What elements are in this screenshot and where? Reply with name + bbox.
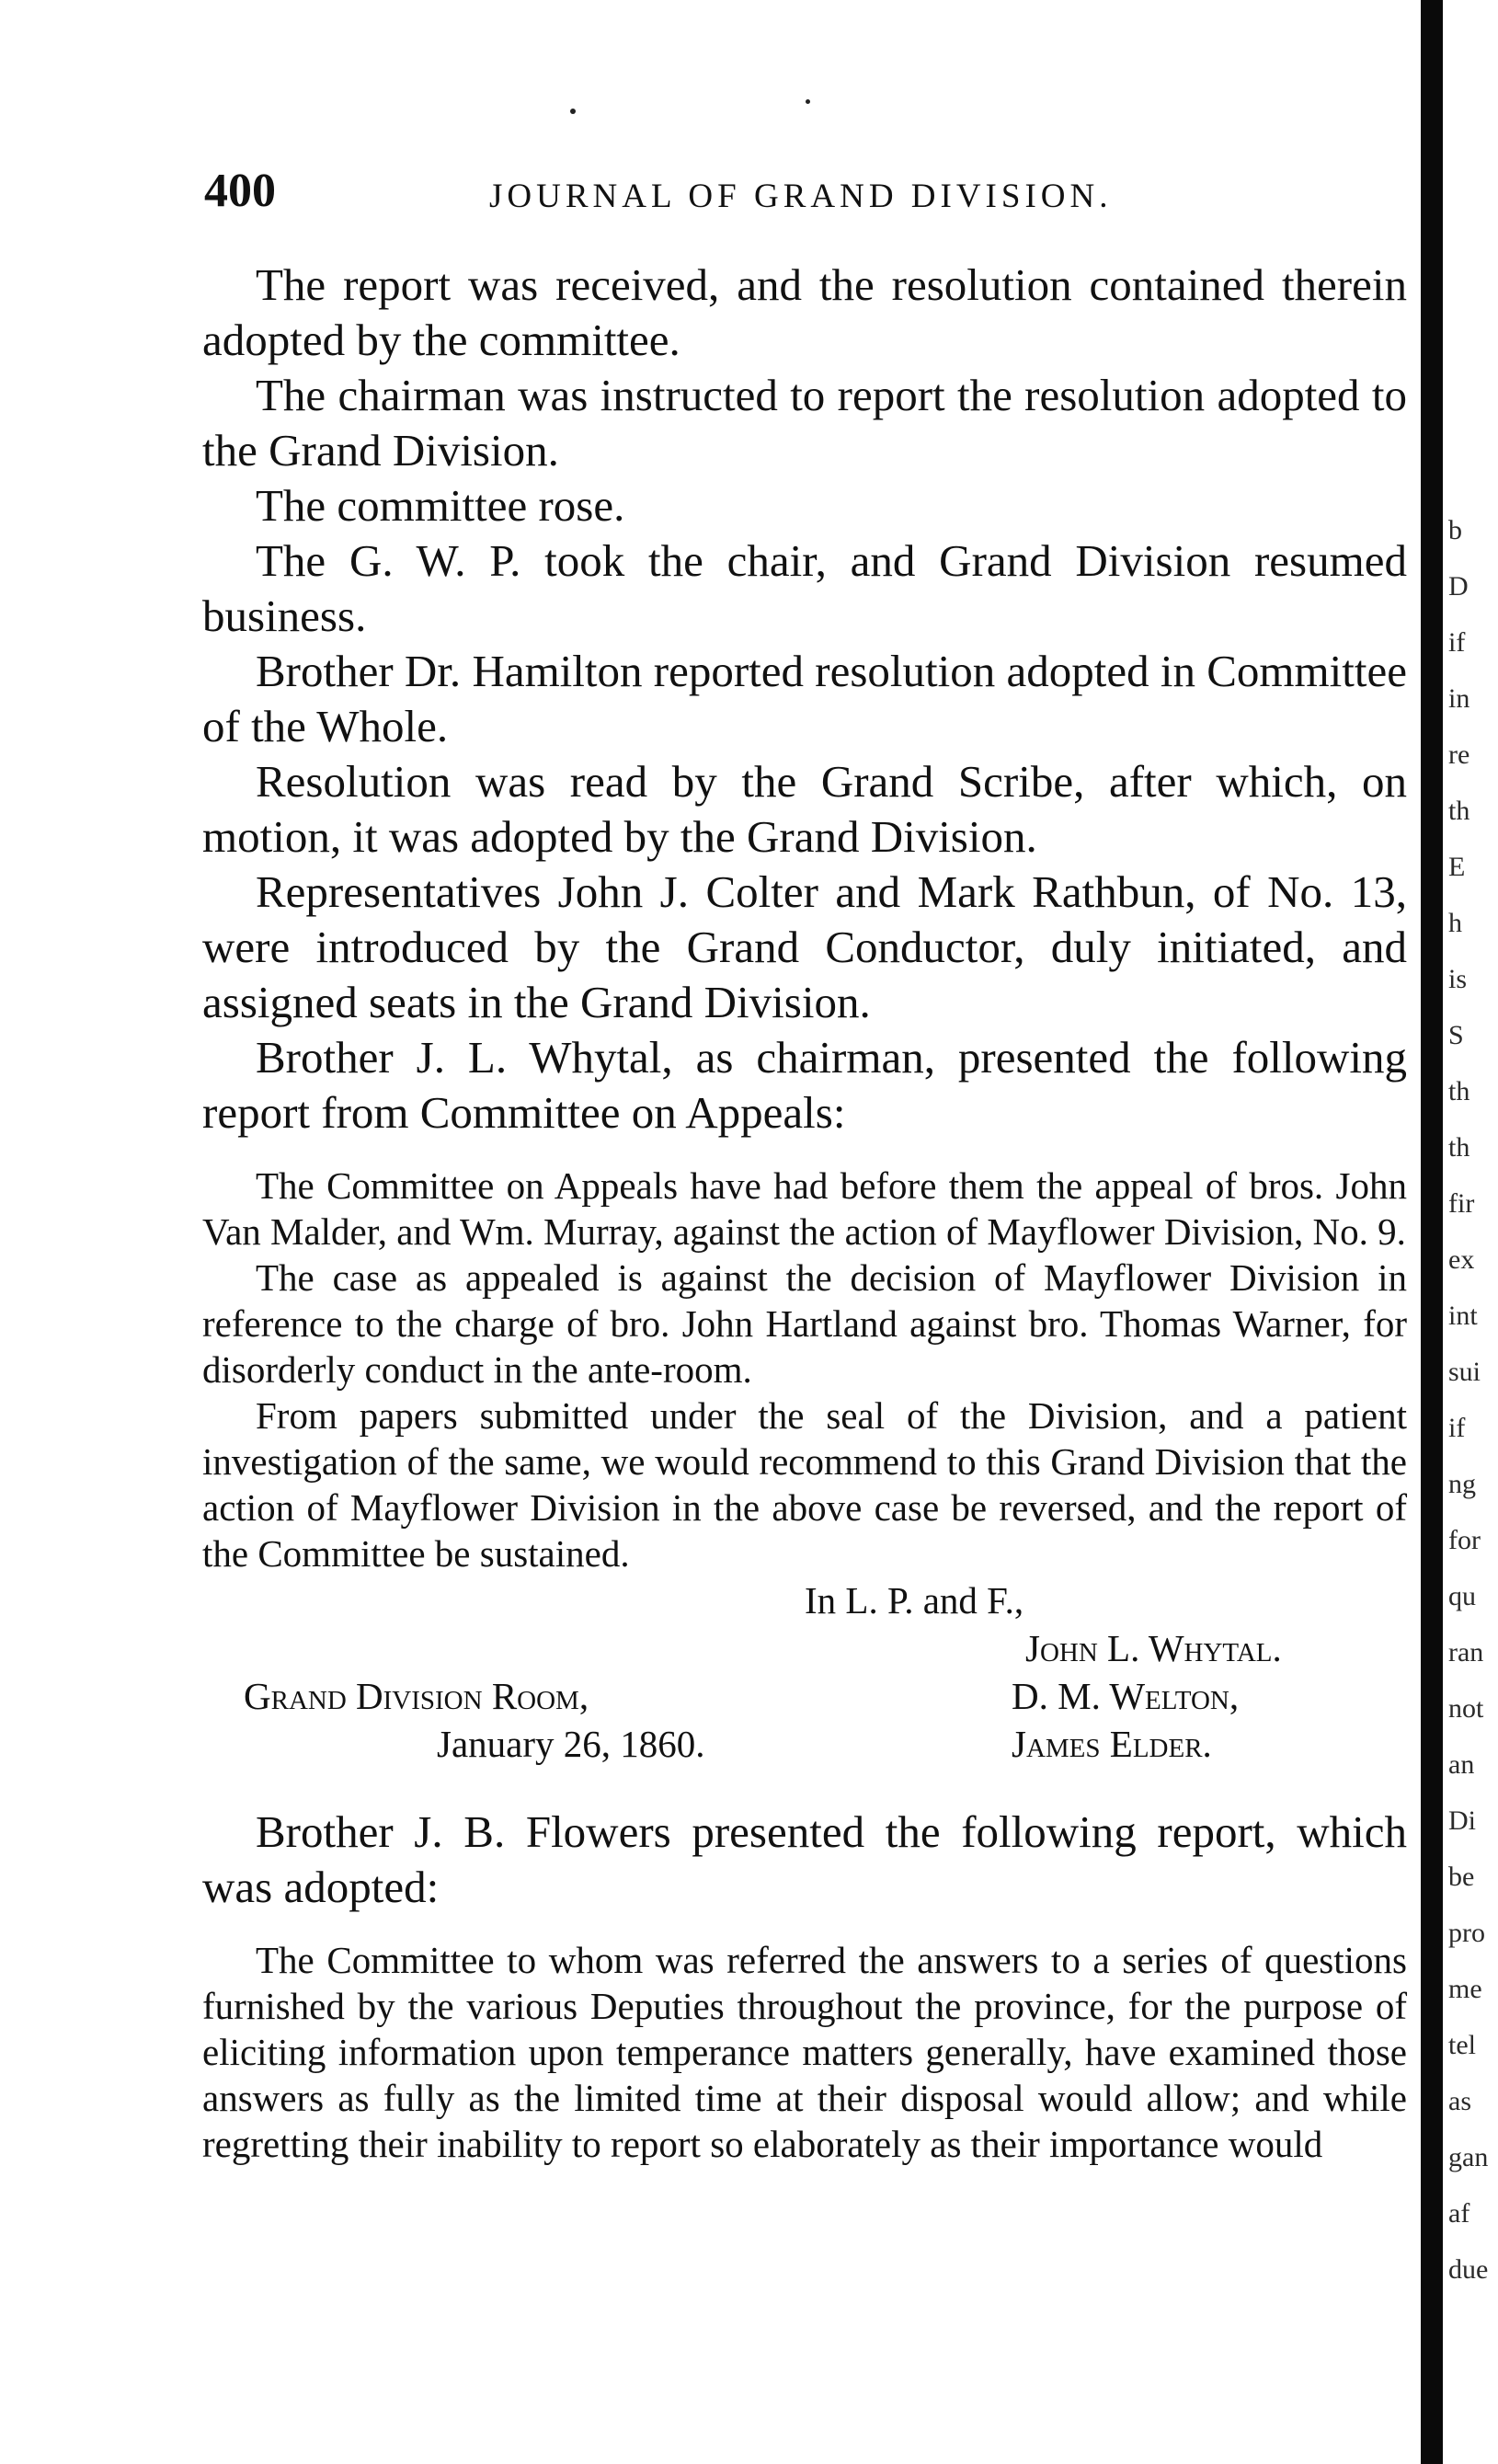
paragraph-committee-rose: The committee rose. [256,480,625,531]
paragraph-chairman-instructed: The chairman was instructed to report the resolution adopted to the Grand Division. [202,370,1407,476]
room-line: Grand Division Room, [244,1675,589,1717]
bleed-fragment: fir [1448,1188,1475,1219]
bleed-fragment: not [1448,1693,1484,1724]
bleed-fragment: re [1448,739,1470,770]
questions-report: The Committee to whom was referred the answers to a series of questions furnished by the various Deputies throughout the province, for the purpose of eliciting information upon temperance matters generally, have examined those answers as fully as the limited time at their disposal would allow; and while regretting their inability to report so elaborately as their importance would [202,1939,1407,2165]
spacer [202,1770,1407,1805]
bleed-fragment: for [1448,1525,1481,1555]
report-paragraph: From papers submitted under the seal of the Division, and a patient investigation of the same, we would recommend to this Grand Division that the action of Mayflower Division in the above case be reversed, and the report of the Committee be sustained. [202,1394,1407,1575]
bleed-fragment: an [1448,1749,1475,1780]
date-line: January 26, 1860. [437,1723,705,1765]
bleed-fragment: be [1448,1862,1475,1892]
bleed-fragment: qu [1448,1581,1476,1611]
bleed-fragment: as [1448,2086,1471,2116]
bleed-fragment: int [1448,1301,1478,1331]
bleed-fragment: due [1448,2254,1489,2285]
bleed-fragment: if [1448,627,1466,658]
bleed-fragment: th [1448,1132,1470,1163]
paragraph-gwp-chair: The G. W. P. took the chair, and Grand Division resumed business. [202,535,1407,641]
bleed-fragment: in [1448,683,1470,714]
page-body [202,258,1407,2167]
bleed-fragment: h [1448,908,1462,938]
bleed-fragment: Di [1448,1805,1476,1836]
bleed-fragment: ng [1448,1469,1476,1499]
ink-speck [806,99,810,104]
bleed-fragment: b [1448,515,1462,545]
bleed-fragment: gan [1448,2142,1489,2172]
bleed-fragment: th [1448,796,1470,826]
ink-speck [570,109,576,114]
salutation: In L. P. and F., [805,1579,1024,1622]
bleed-fragment: tel [1448,2030,1476,2060]
bleed-fragment: sui [1448,1357,1481,1387]
report-paragraph: The case as appealed is against the decision of Mayflower Division in reference to the charge of bro. John Hartland against bro. Thomas Warner, for disorderly conduct in the ante-room. [202,1256,1407,1391]
bleed-fragment: ran [1448,1637,1484,1667]
page-number: 400 [204,165,276,217]
bleed-fragment: D [1448,571,1469,602]
bleed-fragment: me [1448,1974,1482,2004]
report-closing [202,1576,1407,1770]
spacer [202,1915,1407,1937]
running-title: JOURNAL OF GRAND DIVISION. [489,178,1113,215]
black-gutter-bar [1421,0,1443,2464]
bleed-fragment: E [1448,852,1466,882]
binding-strip [1421,0,1498,2464]
spacer [202,1140,1407,1163]
signatory: John L. Whytal. [1025,1627,1282,1669]
bleed-fragment: th [1448,1076,1470,1106]
page-header [204,164,1409,228]
bleed-fragment: pro [1448,1918,1485,1948]
bleed-fragment: if [1448,1413,1466,1443]
paragraph-resolution-read: Resolution was read by the Grand Scribe, after which, on motion, it was adopted by the Grand Division. [202,756,1407,862]
paragraph-whytal: Brother J. L. Whytal, as chairman, presented the following report from Committee on Appeals: [202,1032,1407,1138]
bleed-fragment: is [1448,964,1468,994]
signatory: D. M. Welton, [1012,1675,1240,1717]
paragraph-report-received: The report was received, and the resolution contained therein adopted by the committee. [202,259,1407,365]
signatory: James Elder. [1012,1723,1212,1765]
paragraph-flowers: Brother J. B. Flowers presented the following report, which was adopted: [202,1806,1407,1912]
paragraph-hamilton: Brother Dr. Hamilton reported resolution adopted in Committee of the Whole. [202,646,1407,751]
bleed-fragment: ex [1448,1244,1475,1275]
report-paragraph: The Committee on Appeals have had before them the appeal of bros. John Van Malder, and Wm. Murray, against the action of Mayflower Division, No. 9. [202,1164,1407,1253]
appeals-report [202,1163,1407,1576]
bleed-fragment: S [1448,1020,1464,1050]
bleed-fragment: af [1448,2198,1470,2229]
paragraph-representatives: Representatives John J. Colter and Mark Rathbun, of No. 13, were introduced by the Grand Conductor, duly initiated, and assigned seats in the Grand Division. [202,866,1407,1027]
